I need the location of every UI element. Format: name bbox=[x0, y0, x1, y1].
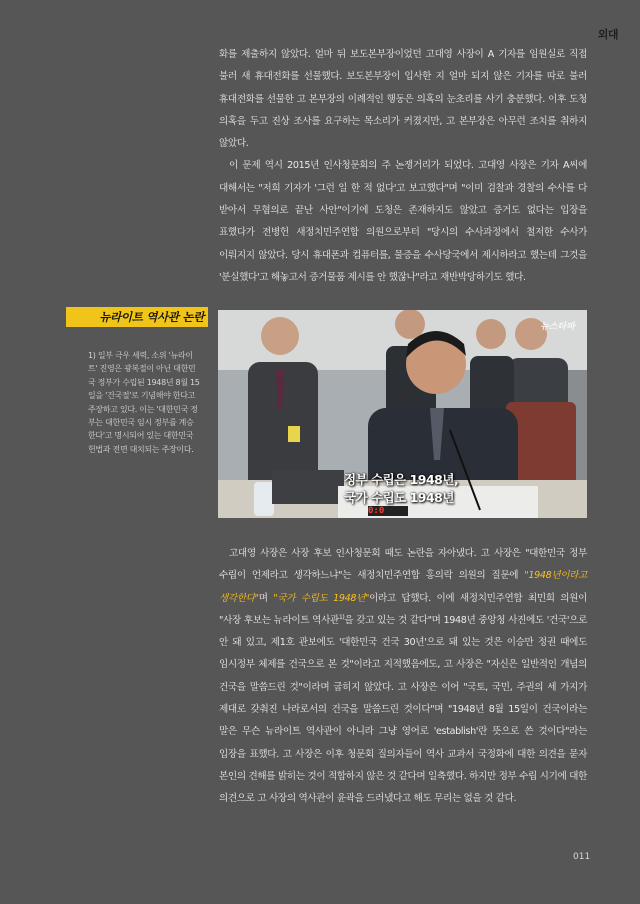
text-run: 며 bbox=[258, 592, 274, 604]
article-block-bottom bbox=[219, 543, 587, 811]
article-block-top bbox=[219, 44, 587, 289]
article-paragraph bbox=[219, 543, 587, 811]
footnote: 1) 일부 극우 세력, 소위 '뉴라이트' 진영은 광복절이 아닌 대한민국 정부가 수립된 1948년 8월 15일을 '건국절'로 기념해야 한다고 주장하고 있다. 이는 '대한민국 정부는 대한민국 임시 정부를 계승한다'고 명시되어 있는 대한민국 헌법과 전면 대치되는 주장이다. bbox=[88, 351, 200, 454]
text-run: 이라고 답했다. 이에 새정치민주연합 최민희 의원이 "사장 후보는 뉴라이트 역사관 bbox=[219, 592, 587, 626]
magazine-logo: 외대 bbox=[597, 28, 618, 41]
quote-highlight: "1948년이라고 생각한다" bbox=[219, 570, 587, 604]
article-paragraph: 화를 제출하지 않았다. 얼마 뒤 보도본부장이었던 고대영 사장이 A 기자를 임원실로 직접 불러 새 휴대전화를 선물했다. 보도본부장이 입사한 지 얼마 되지 않은 기자를 따로 불러 휴대전화를 선물한 고 본부장의 이례적인 행동은 의혹의 눈초리를 사기 충분했다. 이후 도청 의혹을 두고 진상 조사를 요구하는 목소리가 커졌지만, 고 본부장은 아무런 조치를 취하지 않았다. bbox=[219, 49, 587, 150]
timer-display: 0:0 bbox=[368, 506, 385, 516]
article-paragraph: 이 문제 역시 2015년 인사청문회의 주 논쟁거리가 되었다. 고대영 사장은 기자 A씨에 대해서는 "저희 기자가 '그런 일 한 적 없다'고 보고했다"며 "이미 검찰과 경찰의 수사를 다 받아서 무혐의로 끝난 사안"이기에 도청은 존재하지도 않았고 증거도 없다는 입장을 표했다가 전병헌 새정치민주연합 의원으로부터 "당시의 수사과정에서 철저한 수사가 이뤄지지 않았다. 당시 휴대폰과 컴퓨터를, 물증을 수사당국에서 제시하라고 했는데 그것을 '분실했다'고 해놓고서 증거물품 제시를 안 했잖나"라고 재반박당하기도 했다. bbox=[219, 160, 587, 283]
page-number: 011 bbox=[573, 852, 591, 862]
broadcast-watermark: 뉴스타파 bbox=[540, 322, 575, 332]
footnote-marker: 1) bbox=[338, 613, 345, 621]
photo-caption-line1: 정부 수립은 1948년, bbox=[344, 472, 459, 487]
hearing-photo bbox=[218, 310, 587, 518]
text-run: 고대영 사장은 사장 후보 인사청문회 때도 논란을 자아냈다. 고 사장은 "대한민국 정부 수립이 언제라고 생각하느냐"는 새정치민주연합 홍의락 의원의 질문에 bbox=[219, 548, 587, 582]
quote-highlight: "국가 수립도 1948년" bbox=[273, 592, 370, 604]
section-title: 뉴라이트 역사관 논란 bbox=[66, 307, 208, 327]
text-run: 을 갖고 있는 것 같다"며 1948년 중앙청 사진에도 '건국'으로 안 돼 있고, 제1호 관보에도 '대한민국 건국 30년'으로 돼 있는 것은 이승만 정권 때에도 임시정부 체제를 건국으로 본 것"이라고 지적했음에도, 고 사장은 "자신은 일반적인 개념의 건국을 말씀드린 것"이라며 굽히지 않았다. 고 사장은 이어 "국토, 국민, 주권의 세 가지가 제대로 갖춰진 나라로서의 건국을 말씀드린 것이다"며 "1948년 8월 15일이 건국이라는 말은 무슨 뉴라이트 역사관이 아니라 그냥 영어로 'establish'란 뜻으로 쓴 것이다"라는 입장을 표했다. 고 사장은 이후 청문회 질의자들이 역사 교과서 국정화에 대한 의견을 묻자 본인의 견해를 밝히는 것이 적합하지 않은 것 같다며 일축했다. 하지만 정부 수립 시기에 대한 의견으로 고 사장의 역사관이 윤곽을 드러냈다고 해도 무리는 없을 것 같다. bbox=[219, 614, 587, 805]
photo-caption-line2: 국가 수립도 1948년 bbox=[344, 490, 454, 505]
